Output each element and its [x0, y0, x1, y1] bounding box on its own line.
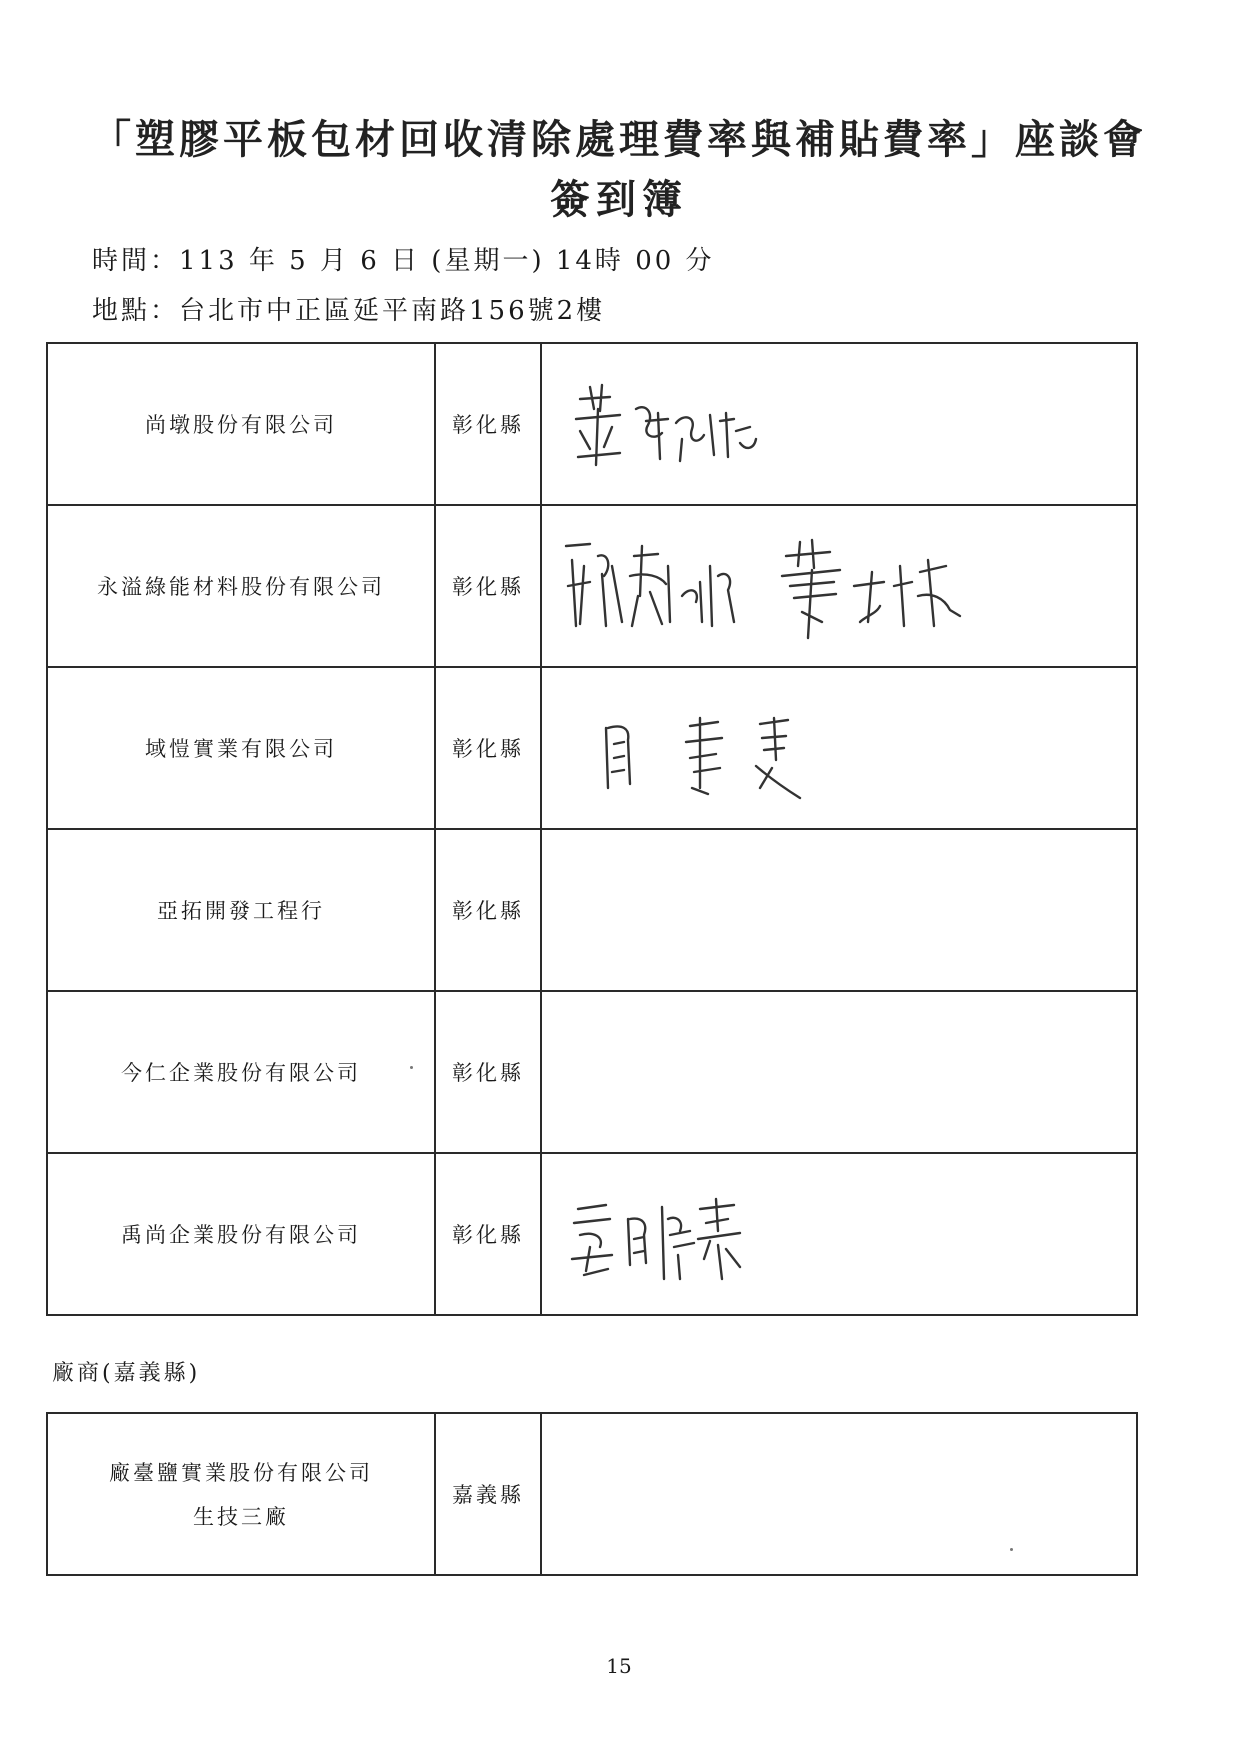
county: 彰化縣: [435, 343, 541, 505]
signature-cell: [541, 667, 1137, 829]
county: 彰化縣: [435, 667, 541, 829]
company-name-line: 生技三廠: [193, 1505, 289, 1529]
company-name-line: 廠臺鹽實業股份有限公司: [109, 1461, 373, 1485]
table-row: [47, 991, 1137, 1153]
table-row: [47, 829, 1137, 991]
table-row: [47, 1153, 1137, 1315]
signature-cell: [541, 829, 1137, 991]
company-name: 禹尚企業股份有限公司: [47, 1153, 435, 1315]
county: 嘉義縣: [435, 1413, 541, 1575]
page-number: 15: [606, 1654, 632, 1678]
table-row: [47, 343, 1137, 505]
county: 彰化縣: [435, 829, 541, 991]
scan-speck: [410, 1066, 413, 1069]
meeting-place: 地點：台北市中正區延平南路156號2樓: [92, 296, 606, 326]
company-name: 域愷實業有限公司: [47, 667, 435, 829]
company-name: 今仁企業股份有限公司: [47, 991, 435, 1153]
table-row: [47, 1413, 1137, 1575]
company-name: [47, 1413, 435, 1575]
company-name: 尚墩股份有限公司: [47, 343, 435, 505]
handwritten-signature: [550, 688, 850, 808]
scan-speck: [1010, 1548, 1013, 1551]
signature-cell: [541, 1413, 1137, 1575]
meeting-time: 時間：113 年 5 月 6 日 (星期一) 14時 00 分: [92, 246, 715, 276]
county: 彰化縣: [435, 1153, 541, 1315]
handwritten-signature: [550, 526, 1010, 646]
county: 彰化縣: [435, 505, 541, 667]
handwritten-signature: [550, 369, 770, 479]
company-name: 亞拓開發工程行: [47, 829, 435, 991]
sign-in-table-changhua: [46, 342, 1138, 1316]
signature-cell: [541, 991, 1137, 1153]
signature-cell: [541, 505, 1137, 667]
handwritten-signature: [550, 1179, 770, 1289]
signature-cell: [541, 343, 1137, 505]
table-row: [47, 667, 1137, 829]
sign-in-table-chiayi: [46, 1412, 1138, 1576]
county: 彰化縣: [435, 991, 541, 1153]
section-label-chiayi: 廠商(嘉義縣): [52, 1361, 201, 1386]
table-row: [47, 505, 1137, 667]
signature-cell: [541, 1153, 1137, 1315]
document-title: 「塑膠平板包材回收清除處理費率與補貼費率」座談會: [91, 116, 1147, 163]
company-name: 永溢綠能材料股份有限公司: [47, 505, 435, 667]
document-subtitle: 簽到簿: [550, 176, 688, 223]
